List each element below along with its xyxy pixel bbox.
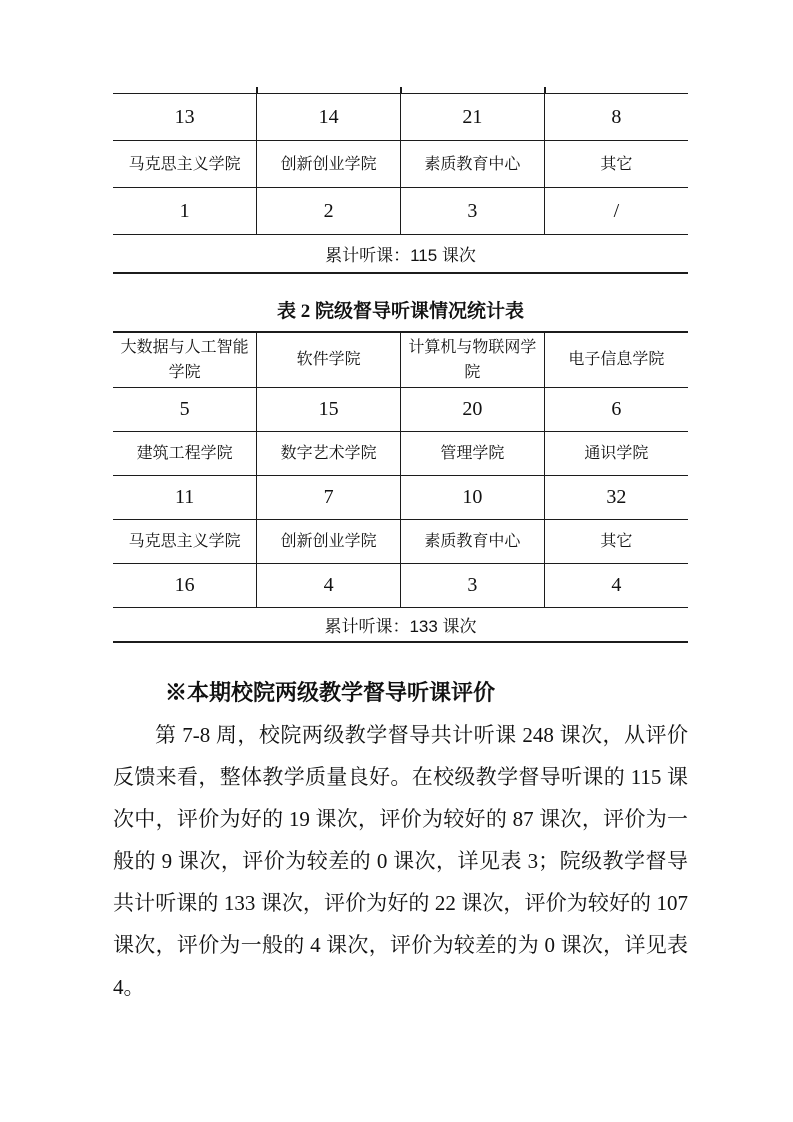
count-cell: 8 <box>544 94 688 141</box>
table-footer-row <box>113 607 688 642</box>
count-cell: 1 <box>113 188 257 235</box>
college-name-cell: 创新创业学院 <box>257 141 401 188</box>
table-row <box>113 475 688 519</box>
table-footer-row <box>113 235 688 273</box>
college-name-cell: 其它 <box>544 519 688 563</box>
count-cell: 7 <box>257 475 401 519</box>
count-cell: 13 <box>113 94 257 141</box>
table-row <box>113 519 688 563</box>
table-row <box>113 387 688 431</box>
college-name-cell: 管理学院 <box>401 431 545 475</box>
college-name-cell: 通识学院 <box>544 431 688 475</box>
count-cell: 32 <box>544 475 688 519</box>
table-row <box>113 332 688 387</box>
college-name-cell: 数字艺术学院 <box>257 431 401 475</box>
college-name-cell: 马克思主义学院 <box>113 141 257 188</box>
count-cell: 4 <box>257 563 401 607</box>
section-heading: ※本期校院两级教学督导听课评价 <box>165 680 496 705</box>
college-name-cell: 建筑工程学院 <box>113 431 257 475</box>
count-cell: 15 <box>257 387 401 431</box>
count-cell: 16 <box>113 563 257 607</box>
evaluation-paragraph: 第 7-8 周，校院两级教学督导共计听课 248 课次，从评价反馈来看，整体教学质量良好。在校级教学督导听课的 115 课次中，评价为好的 19 课次，评价为较好的 87 课次，评价为一般的 9 课次，评价为较差的 0 课次，详见表 3；院级教学督导共计听课的 133 课次，评价为好的 22 课次，评价为较好的 107 课次，评价为一般的 4 课次，评价为较差的为 0 课次，详见表 4。 <box>113 723 688 999</box>
count-cell: 11 <box>113 475 257 519</box>
count-cell: 20 <box>401 387 545 431</box>
count-cell: 5 <box>113 387 257 431</box>
count-cell: 14 <box>257 94 401 141</box>
table-row <box>113 94 688 141</box>
cumulative-total-cell: 累计听课：133 课次 <box>113 607 688 642</box>
count-cell: 10 <box>401 475 545 519</box>
college-name-cell: 马克思主义学院 <box>113 519 257 563</box>
count-cell: 6 <box>544 387 688 431</box>
count-cell: / <box>544 188 688 235</box>
count-cell: 3 <box>401 188 545 235</box>
college-name-cell: 电子信息学院 <box>544 332 688 387</box>
college-name-cell: 软件学院 <box>257 332 401 387</box>
college-name-cell: 素质教育中心 <box>401 141 545 188</box>
school-level-supervision-table <box>113 93 688 274</box>
count-cell: 4 <box>544 563 688 607</box>
college-name-cell: 创新创业学院 <box>257 519 401 563</box>
table-row <box>113 563 688 607</box>
table-row <box>113 188 688 235</box>
college-name-cell: 其它 <box>544 141 688 188</box>
count-cell: 3 <box>401 563 545 607</box>
cumulative-total-cell: 累计听课：115 课次 <box>113 235 688 273</box>
college-name-cell: 大数据与人工智能学院 <box>113 332 257 387</box>
college-name-cell: 计算机与物联网学院 <box>401 332 545 387</box>
college-level-supervision-table <box>113 331 688 643</box>
count-cell: 21 <box>401 94 545 141</box>
college-name-cell: 素质教育中心 <box>401 519 545 563</box>
table-2-title: 表 2 院级督导听课情况统计表 <box>276 301 524 322</box>
table-row <box>113 141 688 188</box>
table-row <box>113 431 688 475</box>
count-cell: 2 <box>257 188 401 235</box>
